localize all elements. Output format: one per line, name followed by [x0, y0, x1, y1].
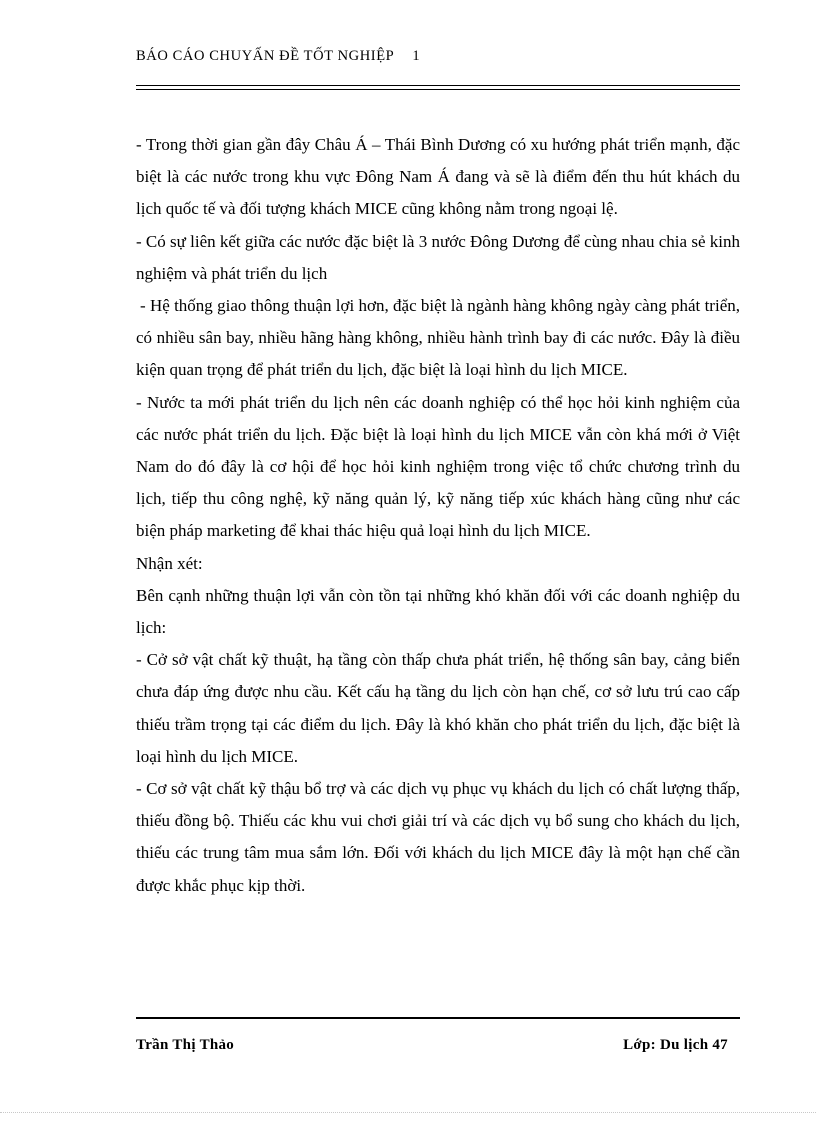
- paragraph-infrastructure: - Cở sở vật chất kỹ thuật, hạ tầng còn thấp chưa phát triển, hệ thống sân bay, cảng biển chưa đáp ứng được nhu cầu. Kết cấu hạ tầng du lịch còn hạn chế, cơ sở lưu trú cao cấp thiếu trầm trọng tại các điểm du lịch. Đây là khó khăn cho phát triển du lịch, đặc biệt là loại hình du lịch MICE.: [136, 650, 740, 766]
- footer-rule: [136, 1017, 740, 1019]
- paragraph-support-services: - Cơ sở vật chất kỹ thậu bổ trợ và các dịch vụ phục vụ khách du lịch có chất lượng thấp, thiếu đồng bộ. Thiếu các khu vui chơi giải trí và các dịch vụ bổ sung cho khách du lịch, thiếu các trung tâm mua sắm lớn. Đối với khách du lịch MICE đây là một hạn chế cần được khắc phục kịp thời.: [136, 779, 740, 895]
- paragraph-learning: - Nước ta mới phát triển du lịch nên các doanh nghiệp có thể học hỏi kinh nghiệm của các nước phát triển du lịch. Đặc biệt là loại hình du lịch MICE vẫn còn khá mới ở Việt Nam do đó đây là cơ hội để học hỏi kinh nghiệm trong việc tổ chức chương trình du lịch, tiếp thu công nghệ, kỹ năng quản lý, kỹ năng tiếp xúc khách hàng cũng như các biện pháp marketing để khai thác hiệu quả loại hình du lịch MICE.: [136, 392, 740, 541]
- report-title: BÁO CÁO CHUYẤN ĐỀ TỐT NGHIỆP: [136, 48, 395, 64]
- page-header: [136, 48, 740, 72]
- page-footer: [136, 1037, 740, 1054]
- author-name: Trần Thị Thảo: [136, 1037, 235, 1053]
- class-label: Lớp: Du lịch 47: [623, 1037, 728, 1053]
- body-text: [136, 129, 740, 902]
- paragraph-transport: - Hệ thống giao thông thuận lợi hơn, đặc biệt là ngành hàng không ngày càng phát triển, có nhiều sân bay, nhiều hãng hàng không, nhiều hành trình bay đi các nước. Đây là điều kiện quan trọng để phát triển du lịch, đặc biệt là loại hình du lịch MICE.: [136, 296, 740, 380]
- header-rule-top: [136, 85, 740, 86]
- page-number: 1: [412, 48, 421, 64]
- page-edge: [0, 1112, 816, 1113]
- header-rule-bottom: [136, 89, 740, 90]
- paragraph-indochina-links: - Có sự liên kết giữa các nước đặc biệt là 3 nước Đông Dương để cùng nhau chia sẻ kinh nghiệm và phát triển du lịch: [136, 231, 740, 283]
- paragraph-trend: - Trong thời gian gần đây Châu Á – Thái Bình Dương có xu hướng phát triển mạnh, đặc biệt là các nước trong khu vực Đông Nam Á đang và sẽ là điểm đến thu hút khách du lịch quốc tế và đối tượng khách MICE cũng không nằm trong ngoại lệ.: [136, 135, 740, 219]
- paragraph-remarks-heading: Nhận xét:: [136, 553, 203, 573]
- paragraph-difficulties-intro: Bên cạnh những thuận lợi vẫn còn tồn tại những khó khăn đối với các doanh nghiệp du lịch:: [136, 585, 740, 638]
